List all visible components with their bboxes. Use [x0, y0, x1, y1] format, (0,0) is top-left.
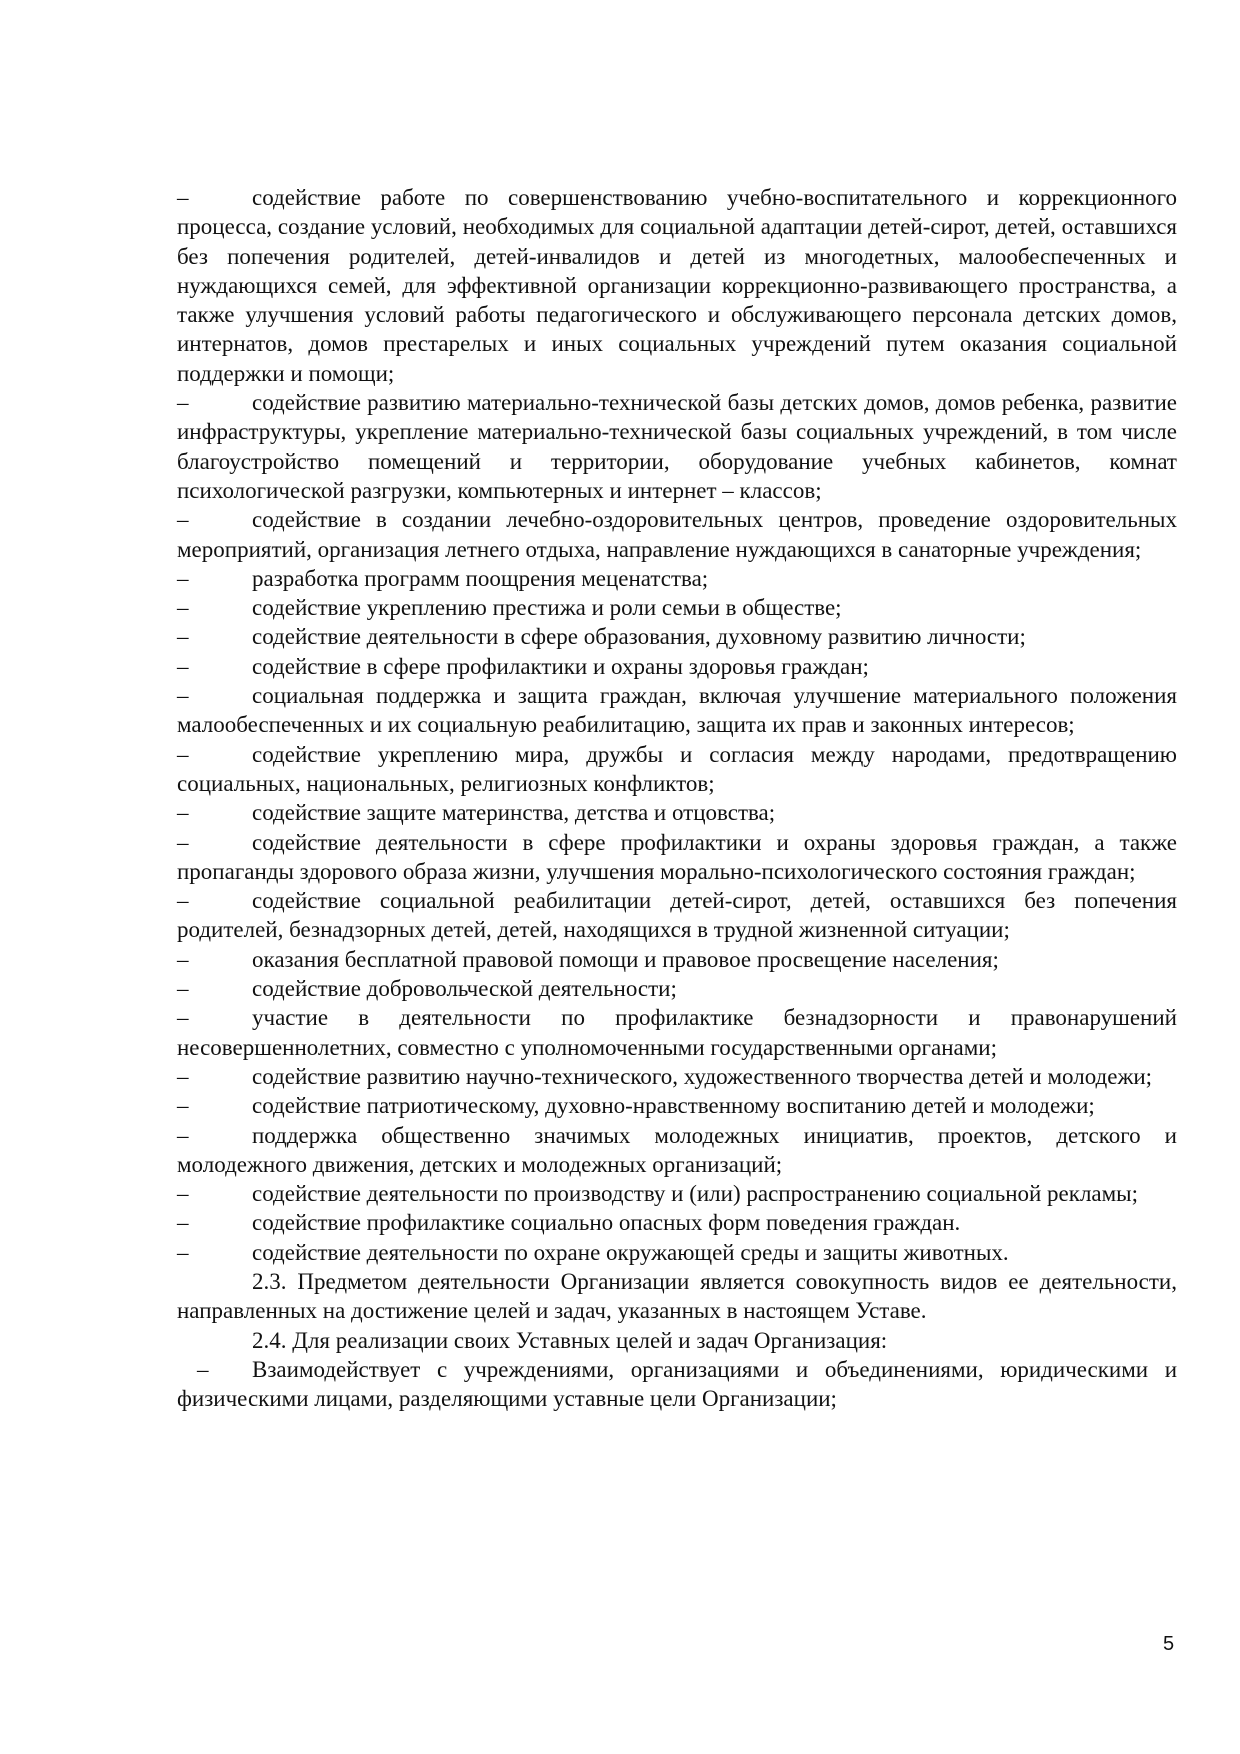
list-item-text: содействие в создании лечебно-оздоровительных центров, проведение оздоровительных мероприятий, организация летнего отдыха, направление нуждающихся в санаторные учреждения;: [177, 507, 1177, 562]
list-item: [177, 798, 1177, 827]
list-item: [177, 593, 1177, 622]
list-item-text: разработка программ поощрения меценатства;: [252, 565, 709, 591]
list-dash: –: [177, 653, 189, 679]
paragraph-2-4: 2.4. Для реализации своих Уставных целей и задач Организация:: [252, 1327, 888, 1353]
list-dash: –: [177, 741, 189, 767]
list-item-text: содействие деятельности по производству и (или) распространению социальной рекламы;: [252, 1181, 1139, 1207]
list-item-text: поддержка общественно значимых молодежных инициатив, проектов, детского и молодежного движения, детских и молодежных организаций;: [177, 1122, 1177, 1177]
list-dash: –: [177, 976, 189, 1002]
list-item: [177, 740, 1177, 799]
list-item: [177, 1238, 1177, 1267]
list-item: [177, 681, 1177, 740]
list-item: [177, 388, 1177, 505]
list-dash: –: [177, 946, 189, 972]
list-item: [177, 945, 1177, 974]
list-dash: –: [177, 829, 189, 855]
list-item: [177, 1062, 1177, 1091]
list-item: [177, 974, 1177, 1003]
list-item-text: содействие укреплению мира, дружбы и согласия между народами, предотвращению социальных, национальных, религиозных конфликтов;: [177, 741, 1177, 796]
list-item-text: содействие работе по совершенствованию учебно-воспитательного и коррекционного процесса, создание условий, необходимых для социальной адаптации детей-сирот, детей, оставшихся без попечения родителей, детей-инвалидов и детей из многодетных, малообеспеченных и нуждающихся семей, для эффективной организации коррекционно-развивающего пространства, а также улучшения условий работы педагогического и обслуживающего персонала детских домов, интернатов, домов престарелых и иных социальных учреждений путем оказания социальной поддержки и помощи;: [177, 185, 1177, 386]
list-item-text: участие в деятельности по профилактике безнадзорности и правонарушений несовершеннолетних, совместно с уполномоченными государственными органами;: [177, 1005, 1177, 1060]
paragraph-2-3: 2.3. Предметом деятельности Организации является совокупность видов ее деятельности, направленных на достижение целей и задач, указанных в настоящем Уставе.: [177, 1268, 1177, 1324]
list-dash: –: [177, 624, 189, 650]
list-item-text: содействие укреплению престижа и роли семьи в обществе;: [252, 595, 842, 621]
list-item: [177, 828, 1177, 887]
list-item: [177, 1091, 1177, 1120]
list-dash: –: [177, 1063, 189, 1089]
list-dash: –: [177, 565, 189, 591]
list-item-text: содействие защите материнства, детства и отцовства;: [252, 800, 776, 826]
list-dash: –: [177, 507, 189, 533]
list-item-text: содействие социальной реабилитации детей-сирот, детей, оставшихся без попечения родителей, безнадзорных детей, детей, находящихся в трудной жизненной ситуации;: [177, 888, 1177, 943]
list-dash: –: [177, 1181, 189, 1207]
list-dash: –: [197, 1356, 209, 1382]
list-item-text: содействие развитию научно-технического, художественного творчества детей и молодежи;: [252, 1063, 1153, 1089]
list-item-text: содействие добровольческой деятельности;: [252, 976, 677, 1002]
list-item-text: социальная поддержка и защита граждан, включая улучшение материального положения малообеспеченных и их социальную реабилитацию, защита их прав и законных интересов;: [177, 683, 1177, 738]
list-dash: –: [177, 390, 189, 416]
list-item-text: содействие деятельности в сфере образования, духовному развитию личности;: [252, 624, 1026, 650]
list-item: [177, 564, 1177, 593]
list-dash: –: [177, 595, 189, 621]
list-item: [177, 1208, 1177, 1237]
list-item-text: содействие профилактике социально опасных форм поведения граждан.: [252, 1210, 961, 1236]
list-item: [177, 886, 1177, 945]
list-dash: –: [177, 683, 189, 709]
list-item: [177, 1003, 1177, 1062]
list-item: [177, 1179, 1177, 1208]
list-item: [177, 1121, 1177, 1180]
list-item: [177, 652, 1177, 681]
list-item: [177, 183, 1177, 388]
list-dash: –: [177, 1122, 189, 1148]
list-item-text: содействие развитию материально-технической базы детских домов, домов ребенка, развитие инфраструктуры, укрепление материально-технической базы социальных учреждений, в том числе благоустройство помещений и территории, оборудование учебных кабинетов, комнат психологической разгрузки, компьютерных и интернет – классов;: [177, 390, 1177, 503]
list-dash: –: [177, 1210, 189, 1236]
list-dash: –: [177, 1239, 189, 1265]
list-item-text: содействие деятельности в сфере профилактики и охраны здоровья граждан, а также пропаганды здорового образа жизни, улучшения морально-психологического состояния граждан;: [177, 829, 1177, 884]
activity-list: [177, 183, 1177, 1267]
list-item-text: оказания бесплатной правовой помощи и правовое просвещение населения;: [252, 946, 999, 972]
list-dash: –: [177, 800, 189, 826]
list-item: [177, 622, 1177, 651]
list-item: [177, 1355, 1177, 1414]
document-body: [177, 183, 1177, 1413]
list-item-text: содействие деятельности по охране окружающей среды и защиты животных.: [252, 1239, 1009, 1265]
list-item-text: содействие в сфере профилактики и охраны здоровья граждан;: [252, 653, 869, 679]
list-dash: –: [177, 1093, 189, 1119]
list-dash: –: [177, 185, 189, 210]
list-item: [177, 505, 1177, 564]
list-item-text: содействие патриотическому, духовно-нравственному воспитанию детей и молодежи;: [252, 1093, 1095, 1119]
page-number: 5: [1163, 1633, 1175, 1655]
list-dash: –: [177, 1005, 189, 1031]
list-dash: –: [177, 888, 189, 914]
list-item-text: Взаимодействует с учреждениями, организациями и объединениями, юридическими и физическими лицами, разделяющими уставные цели Организации;: [177, 1356, 1177, 1412]
